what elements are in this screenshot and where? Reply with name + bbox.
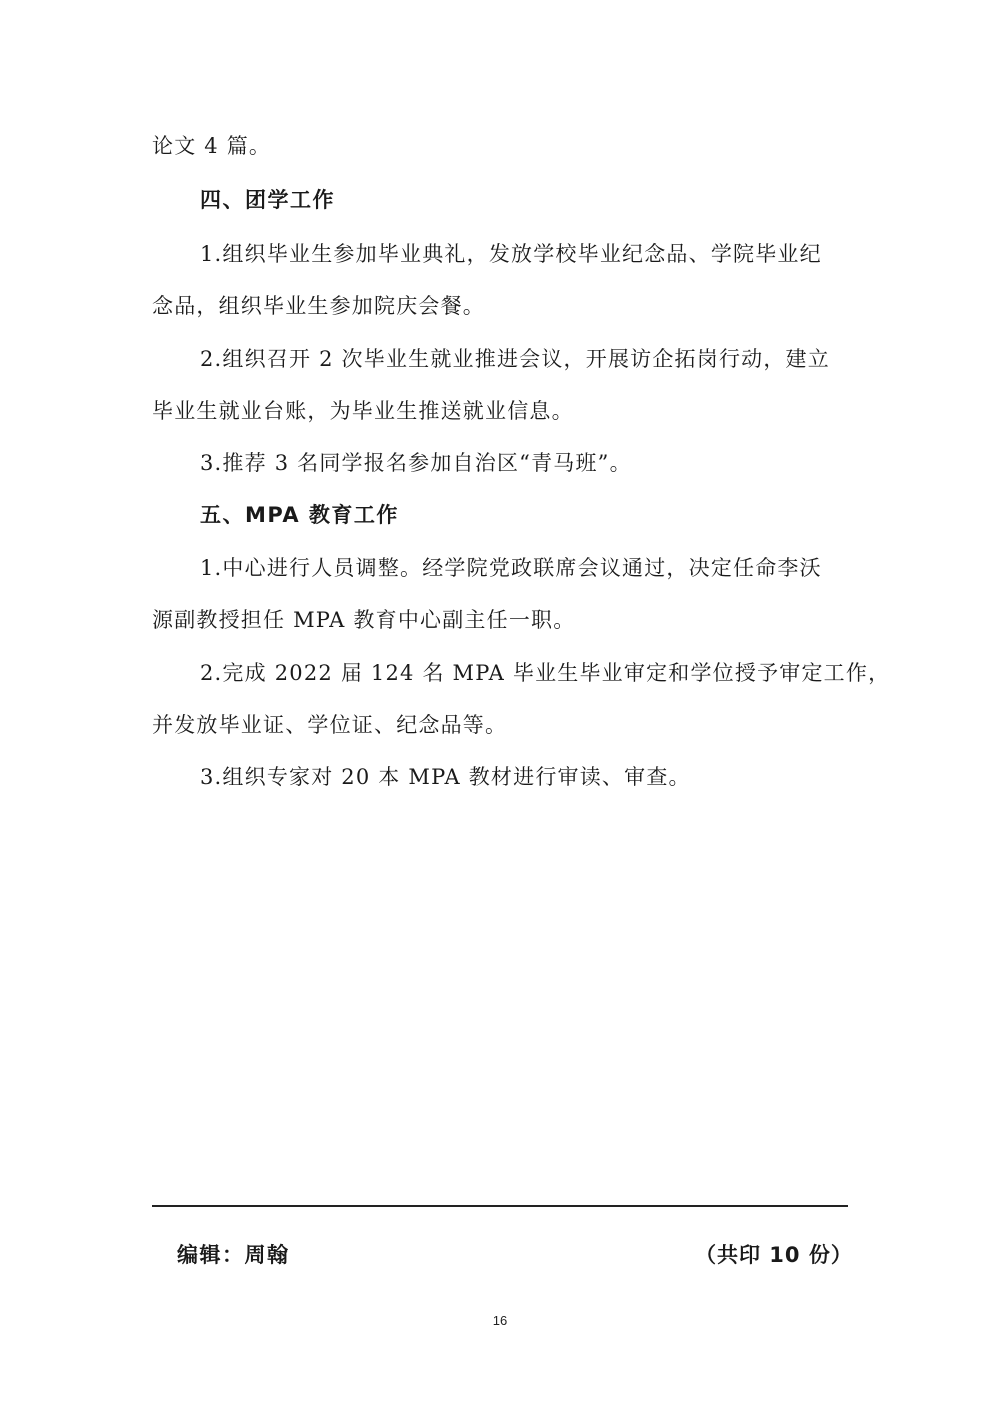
section5-item2-line2: 并发放毕业证、学位证、纪念品等。 — [152, 713, 508, 737]
section5-item3-line1: 3.组织专家对 20 本 MPA 教材进行审读、审查。 — [200, 765, 691, 789]
section4-item1-line1: 1.组织毕业生参加毕业典礼，发放学校毕业纪念品、学院毕业纪 — [200, 242, 822, 266]
section-heading-mpa-education: 五、MPA 教育工作 — [200, 503, 399, 527]
section5-item2-line1: 2.完成 2022 届 124 名 MPA 毕业生毕业审定和学位授予审定工作， — [200, 661, 891, 685]
continuation-text: 论文 4 篇。 — [152, 134, 272, 158]
footer-divider — [152, 1205, 848, 1207]
section4-item1-line2: 念品，组织毕业生参加院庆会餐。 — [152, 294, 485, 318]
editor-credit: 编辑：周翰 — [177, 1243, 290, 1267]
section4-item2-line2: 毕业生就业台账，为毕业生推送就业信息。 — [152, 399, 574, 423]
section5-item1-line2: 源副教授担任 MPA 教育中心副主任一职。 — [152, 608, 576, 632]
print-copies-note: （共印 10 份） — [695, 1243, 853, 1267]
section4-item3-line1: 3.推荐 3 名同学报名参加自治区“青马班”。 — [200, 451, 632, 475]
page-number: 16 — [492, 1313, 508, 1328]
section-heading-youth-work: 四、团学工作 — [200, 188, 335, 212]
section4-item2-line1: 2.组织召开 2 次毕业生就业推进会议，开展访企拓岗行动，建立 — [200, 347, 830, 371]
section5-item1-line1: 1.中心进行人员调整。经学院党政联席会议通过，决定任命李沃 — [200, 556, 822, 580]
